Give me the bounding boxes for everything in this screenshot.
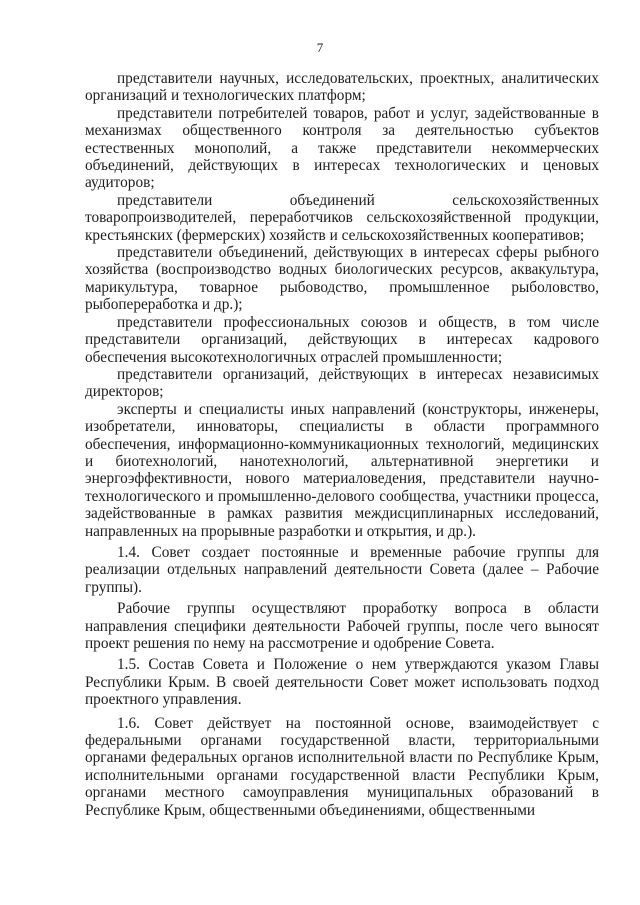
paragraph-section-1-6: 1.6. Совет действует на постоянной основе, взаимодействует с федеральными органами государственной власти, территориальными органами федеральных органов исполнительной власти по Республике Крым, исполнительными органами государственной власти Республики Крым, органами местного самоуправления муниципальных образований в Республике Крым, общественными объединениями, общественными — [85, 714, 599, 819]
paragraph: эксперты и специалисты иных направлений (конструкторы, инженеры, изобретатели, инноваторы, специалисты в области программного обеспечения, информационно-коммуникационных технологий, медицинских и биотехнологий, нанотехнологий, альтернативной энергетики и энергоэффективности, нового материаловедения, представители научно-технологического и промышленно-делового сообщества, участники процесса, задействованные в рамках развития междисциплинарных исследований, направленных на прорывные разработки и открытия, и др.). — [85, 400, 599, 540]
page-body — [85, 70, 599, 819]
page-number: 7 — [316, 40, 324, 55]
paragraph: представители потребителей товаров, работ и услуг, задействованные в механизмах общественного контроля за деятельностью субъектов естественных монополий, а также представители некоммерческих объединений, действующих в интересах технологических и ценовых аудиторов; — [85, 104, 599, 192]
paragraph: представители профессиональных союзов и обществ, в том числе представители организаций, действующих в интересах кадрового обеспечения высокотехнологичных отраслей промышленности; — [85, 313, 599, 366]
paragraph: представители научных, исследовательских, проектных, аналитических организаций и технологических платформ; — [85, 70, 599, 105]
paragraph: представители объединений, действующих в интересах сферы рыбного хозяйства (воспроизводство водных биологических ресурсов, аквакультура, марикультура, товарное рыбоводство, промышленное рыболовство, рыбопереработка и др.); — [85, 244, 599, 314]
paragraph: представители объединений сельскохозяйственных товаропроизводителей, переработчиков сельскохозяйственной продукции, крестьянских (фермерских) хозяйств и сельскохозяйственных кооперативов; — [85, 191, 599, 244]
paragraph: Рабочие группы осуществляют проработку вопроса в области направления специфики деятельности Рабочей группы, после чего выносят проект решения по нему на рассмотрение и одобрение Совета. — [85, 600, 599, 652]
paragraph-section-1-5: 1.5. Состав Совета и Положение о нем утверждаются указом Главы Республики Крым. В своей деятельности Совет может использовать подход проектного управления. — [85, 656, 599, 709]
paragraph-section-1-4: 1.4. Совет создает постоянные и временные рабочие группы для реализации отдельных направлений деятельности Совета (далее – Рабочие группы). — [85, 543, 599, 596]
paragraph: представители организаций, действующих в интересах независимых директоров; — [85, 365, 599, 401]
